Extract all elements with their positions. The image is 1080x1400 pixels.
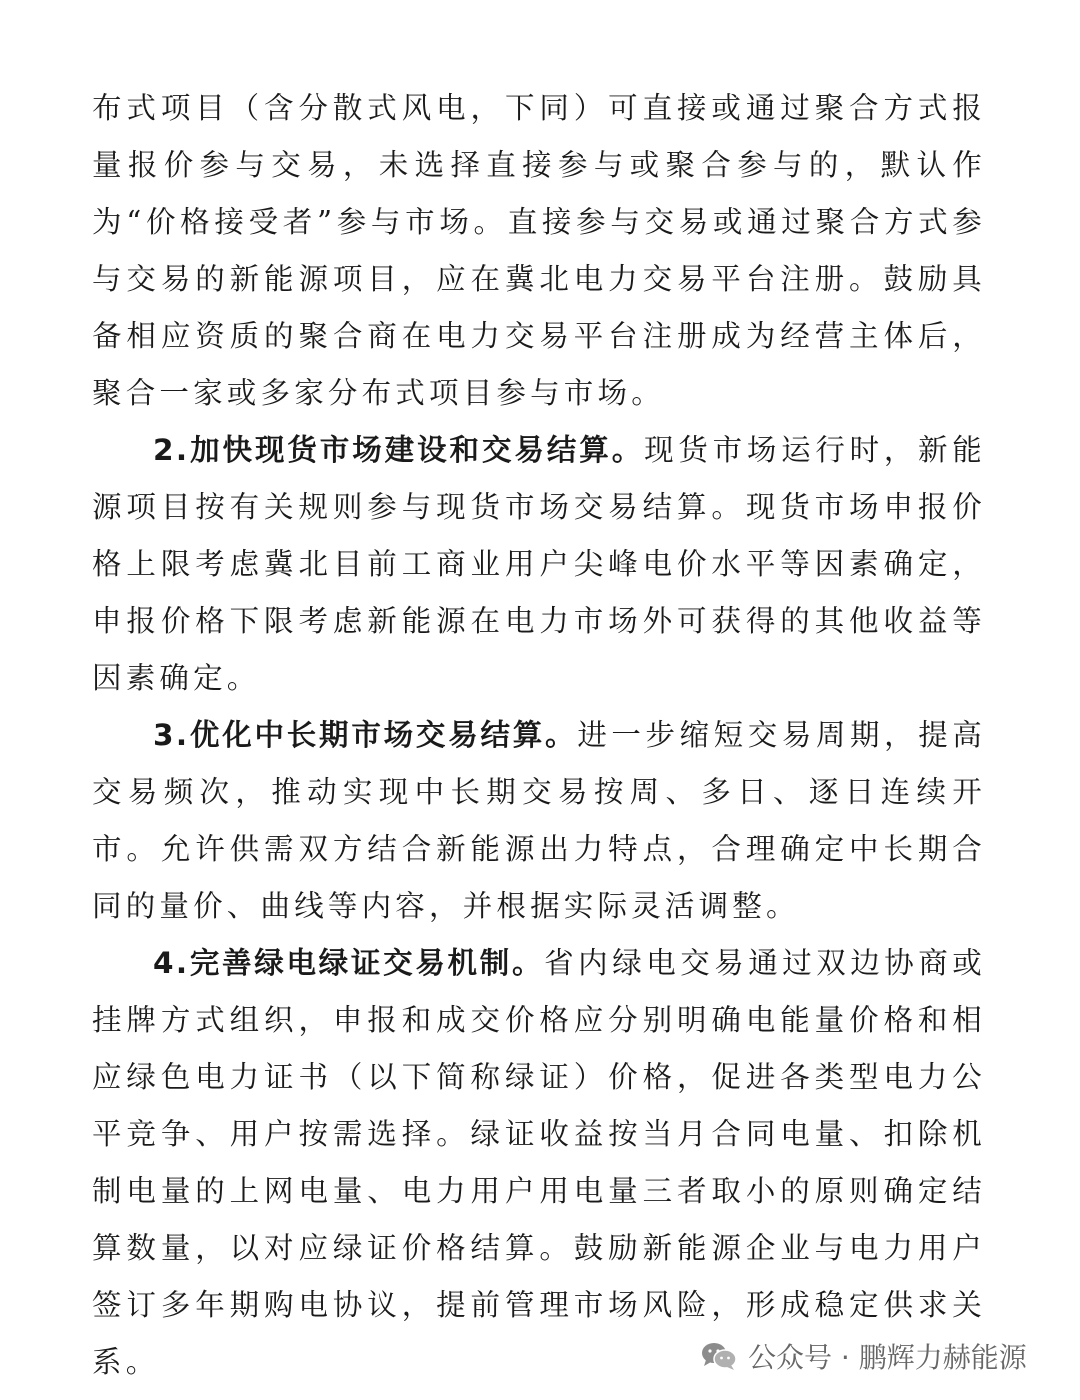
paragraph-long-term-market xyxy=(92,707,986,935)
paragraph-heading: 2.加快现货市场建设和交易结算。 xyxy=(153,433,645,467)
watermark-text: 公众号 · 鹏辉力赫能源 xyxy=(748,1341,1027,1374)
paragraph-body: 现货市场运行时，新能源项目按有关规则参与现货市场交易结算。现货市场申报价格上限考虑冀北目前工商业用户尖峰电价水平等因素确定，申报价格下限考虑新能源在电力市场外可获得的其他收益等因素确定。 xyxy=(92,433,986,695)
paragraph-body: 进一步缩短交易周期，提高交易频次，推动实现中长期交易按周、多日、逐日连续开市。允许供需双方结合新能源出力特点，合理确定中长期合同的量价、曲线等内容，并根据实际灵活调整。 xyxy=(92,718,986,923)
paragraph-heading: 3.优化中长期市场交易结算。 xyxy=(153,718,578,752)
paragraph-body: 布式项目（含分散式风电，下同）可直接或通过聚合方式报量报价参与交易，未选择直接参与或聚合参与的，默认作为“价格接受者”参与市场。直接参与交易或通过聚合方式参与交易的新能源项目，应在冀北电力交易平台注册。鼓励具备相应资质的聚合商在电力交易平台注册成为经营主体后，聚合一家或多家分布式项目参与市场。 xyxy=(92,91,986,410)
document-body xyxy=(92,80,986,1391)
paragraph-spot-market xyxy=(92,422,986,707)
paragraph-body: 省内绿电交易通过双边协商或挂牌方式组织，申报和成交价格应分别明确电能量价格和相应绿色电力证书（以下简称绿证）价格，促进各类型电力公平竞争、用户按需选择。绿证收益按当月合同电量、扣除机制电量的上网电量、电力用户用电量三者取小的原则确定结算数量，以对应绿证价格结算。鼓励新能源企业与电力用户签订多年期购电协议，提前管理市场风险，形成稳定供求关系。 xyxy=(92,946,986,1379)
paragraph-continuation xyxy=(92,80,986,422)
paragraph-heading: 4.完善绿电绿证交易机制。 xyxy=(153,946,545,980)
wechat-icon xyxy=(700,1340,738,1372)
paragraph-green-certificate xyxy=(92,935,986,1391)
wechat-watermark xyxy=(700,1336,1027,1376)
